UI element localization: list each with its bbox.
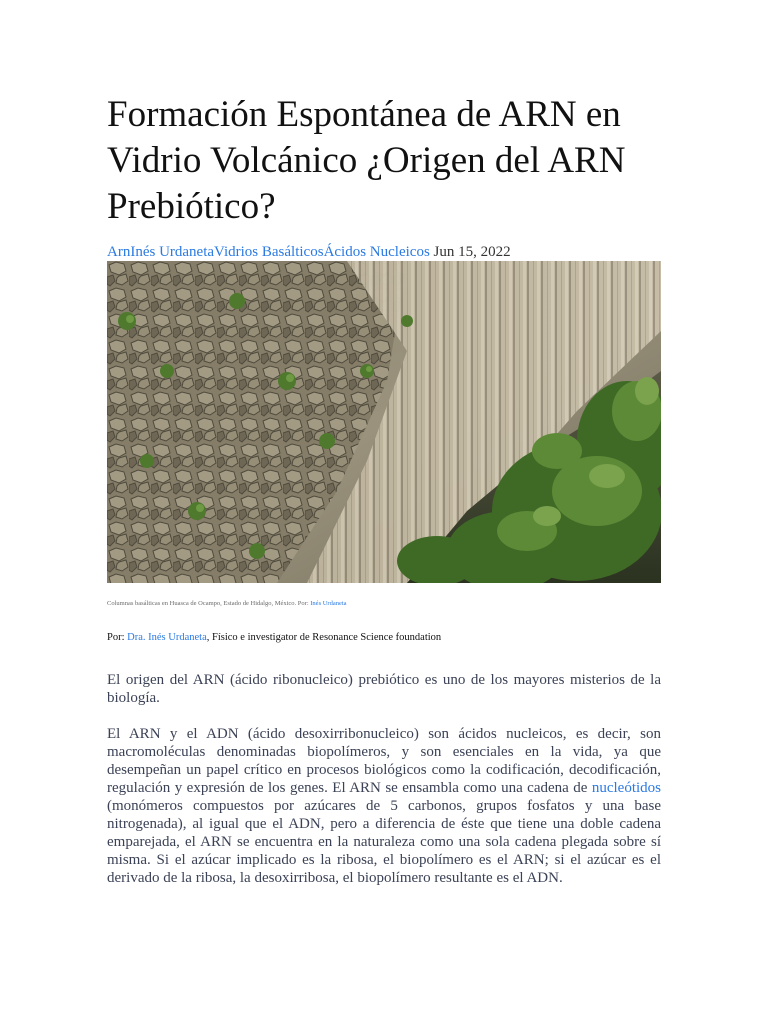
byline-suffix: , Físico e investigator de Resonance Science foundation [206, 632, 442, 643]
caption-text: Columnas basálticas en Huasca de Ocampo, Estado de Hidalgo, México. Por: [107, 600, 311, 607]
intro-paragraph: El origen del ARN (ácido ribonucleico) prebiótico es uno de los mayores misterios de la biología. [107, 672, 661, 706]
tag-link-arn[interactable]: Arn [107, 244, 131, 260]
byline-prefix: Por: [107, 632, 128, 643]
byline-author-link[interactable]: Dra. Inés Urdaneta [127, 632, 207, 643]
article-meta [107, 243, 511, 261]
tag-link-acidos-nucleicos[interactable]: Ácidos Nucleicos [323, 244, 430, 260]
basalt-columns-photo [107, 261, 661, 583]
paragraph-text-after-link: (monómeros compuestos por azúcares de 5 carbonos, grupos fosfatos y una base nitrogenada), al igual que el ADN, pero a diferencia de éste que tiene una doble cadena emparejada, el ARN se encuentra en la naturaleza como una sola cadena plegada sobre sí misma. Si el azúcar implicado es la ribosa, el biopolímero es el ARN; si el azúcar es el derivado de la ribosa, la desoxirribosa, el biopolímero resultante es el ADN. [107, 798, 661, 886]
publish-date: Jun 15, 2022 [433, 244, 511, 260]
body-paragraph [107, 725, 661, 887]
nucleotidos-link[interactable]: nucleótidos [591, 780, 661, 796]
paragraph-text-before-link: El ARN y el ADN (ácido desoxirribonucleico) son ácidos nucleicos, es decir, son macromoléculas denominadas biopolímeros, y son esenciales en la vida, ya que desempeñan un papel crítico en procesos biológicos como la codificación, decodificación, regulación y expresión de los genes. El ARN se ensambla como una cadena de [107, 726, 661, 796]
byline [107, 632, 441, 643]
tag-link-vidrios-basalticos[interactable]: Vidrios Basálticos [214, 244, 324, 260]
image-caption [107, 600, 347, 607]
article-title: Formación Espontánea de ARN en Vidrio Volcánico ¿Origen del ARN Prebiótico? [107, 94, 626, 227]
author-link[interactable]: Inés Urdaneta [130, 244, 215, 260]
caption-author-link[interactable]: Inés Urdaneta [310, 600, 347, 607]
